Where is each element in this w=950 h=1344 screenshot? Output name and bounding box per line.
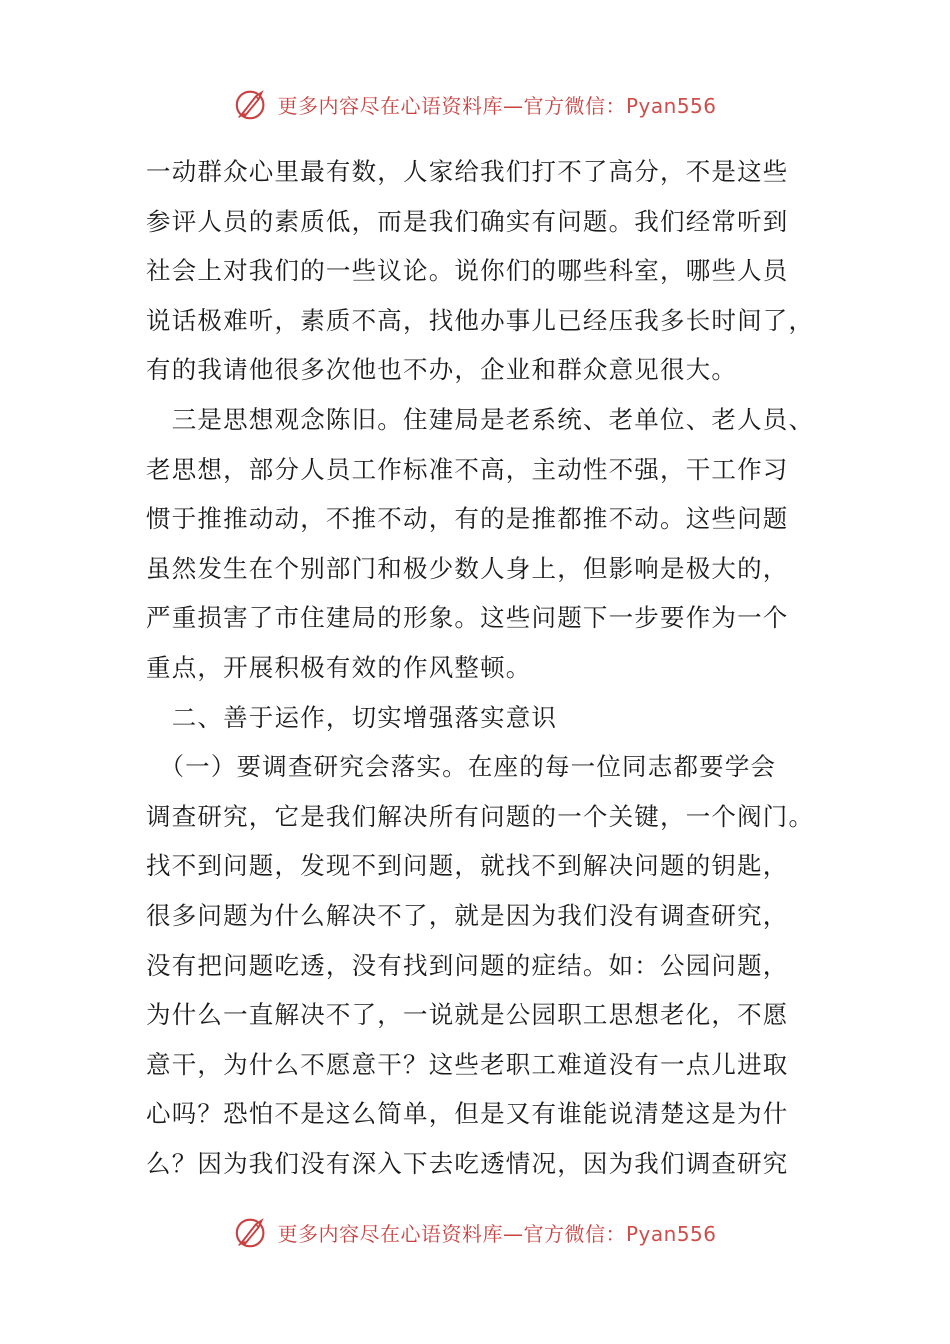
header-watermark xyxy=(0,84,950,124)
text-line: 没有把问题吃透，没有找到问题的症结。如：公园问题， xyxy=(146,950,789,980)
text-line: 有的我请他很多次他也不办，企业和群众意见很大。 xyxy=(146,355,738,385)
document-body xyxy=(146,147,846,1188)
footer-text xyxy=(277,1218,716,1247)
text-line: 老思想，部分人员工作标准不高，主动性不强，干工作习 xyxy=(146,454,789,484)
footer-wechat-id: Pyan556 xyxy=(625,1221,717,1246)
pen-nib-circle-icon xyxy=(233,1213,271,1251)
text-line: 严重损害了市住建局的形象。这些问题下一步要作为一个 xyxy=(146,603,789,633)
text-line: 调查研究，它是我们解决所有问题的一个关键，一个阀门。 xyxy=(146,801,815,831)
text-line: 为什么一直解决不了，一说就是公园职工思想老化，不愿 xyxy=(146,1000,789,1030)
text-line: 虽然发生在个别部门和极少数人身上，但影响是极大的， xyxy=(146,553,789,583)
footer-label: 更多内容尽在心语资料库—官方微信： xyxy=(277,1221,626,1246)
text-line: 找不到问题，发现不到问题，就找不到解决问题的钥匙， xyxy=(146,851,789,881)
text-line: 惯于推推动动，不推不动，有的是推都推不动。这些问题 xyxy=(146,504,789,534)
text-line: 意干，为什么不愿意干？这些老职工难道没有一点儿进取 xyxy=(146,1049,789,1079)
section-heading: 二、善于运作，切实增强落实意识 xyxy=(146,702,558,732)
header-label: 更多内容尽在心语资料库—官方微信： xyxy=(277,93,626,118)
text-line: 三是思想观念陈旧。住建局是老系统、老单位、老人员、 xyxy=(146,404,815,434)
text-line: 么？因为我们没有深入下去吃透情况，因为我们调查研究 xyxy=(146,1148,789,1178)
text-line: 参评人员的素质低，而是我们确实有问题。我们经常听到 xyxy=(146,206,789,236)
text-line: 一动群众心里最有数，人家给我们打不了高分，不是这些 xyxy=(146,157,789,186)
text-line: 很多问题为什么解决不了，就是因为我们没有调查研究， xyxy=(146,900,789,930)
header-text xyxy=(277,90,716,119)
text-line: 重点，开展积极有效的作风整顿。 xyxy=(146,652,532,682)
text-line: 心吗？恐怕不是这么简单，但是又有谁能说清楚这是为什 xyxy=(146,1099,789,1129)
text-line: 社会上对我们的一些议论。说你们的哪些科室，哪些人员 xyxy=(146,256,789,286)
header-wechat-id: Pyan556 xyxy=(625,93,717,118)
text-line: （一）要调查研究会落实。在座的每一位同志都要学会 xyxy=(146,752,777,782)
pen-nib-circle-icon xyxy=(233,85,271,123)
text-line: 说话极难听，素质不高，找他办事儿已经压我多长时间了， xyxy=(146,305,815,335)
footer-watermark xyxy=(0,1212,950,1252)
